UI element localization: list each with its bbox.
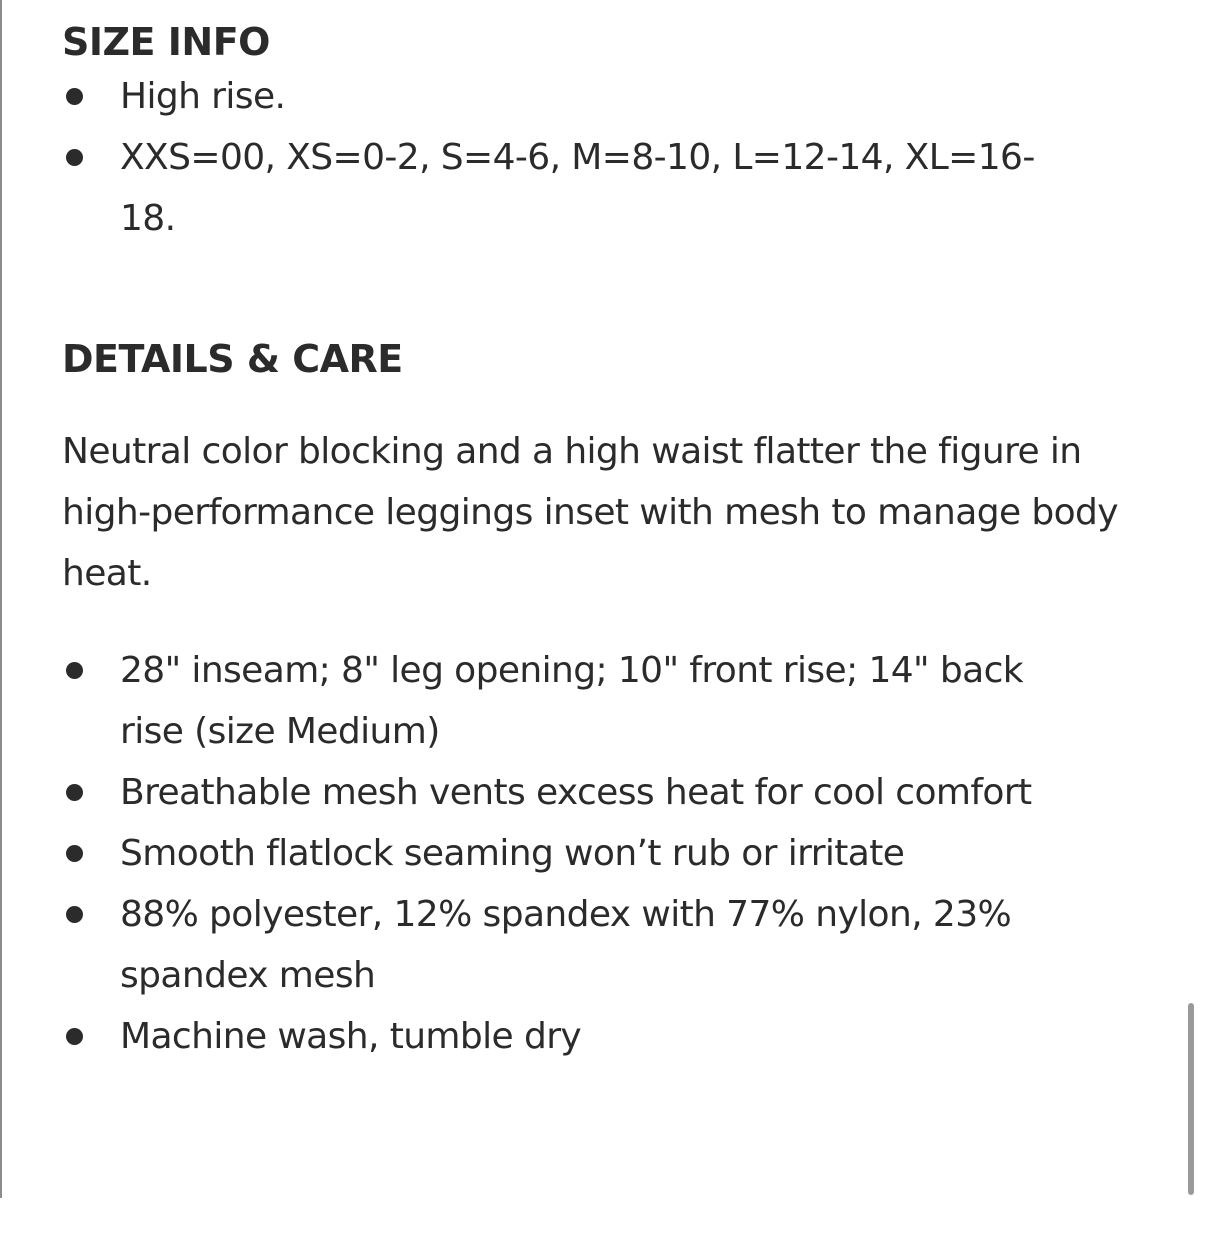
list-item-text: XXS=00, XS=0-2, S=4-6, M=8-10, L=12-14, XL=16-18. — [120, 137, 1035, 239]
bullet-icon — [66, 88, 83, 105]
list-item-text: Machine wash, tumble dry — [120, 1016, 582, 1057]
list-item — [62, 66, 1072, 127]
list-item — [62, 823, 1072, 884]
list-item — [62, 762, 1072, 823]
list-item — [62, 127, 1072, 249]
list-item-text: Smooth flatlock seaming won’t rub or irritate — [120, 833, 905, 874]
list-item — [62, 884, 1072, 1006]
list-item-text: 28" inseam; 8" leg opening; 10" front rise; 14" back rise (size Medium) — [120, 650, 1024, 752]
bullet-icon — [66, 906, 83, 923]
list-item-text: High rise. — [120, 76, 286, 117]
details-care-heading: DETAILS & CARE — [62, 337, 403, 381]
vertical-scrollbar[interactable] — [1188, 1003, 1194, 1195]
bullet-icon — [66, 784, 83, 801]
list-item-text: Breathable mesh vents excess heat for cool comfort — [120, 772, 1032, 813]
size-info-heading: SIZE INFO — [62, 20, 270, 64]
list-item — [62, 1006, 1072, 1067]
product-description: Neutral color blocking and a high waist flatter the figure in high-performance leggings inset with mesh to manage body heat. — [62, 431, 1118, 594]
details-care-list — [62, 640, 1072, 1067]
bullet-icon — [66, 662, 83, 679]
bullet-icon — [66, 845, 83, 862]
list-item — [62, 640, 1072, 762]
list-item-text: 88% polyester, 12% spandex with 77% nylon, 23% spandex mesh — [120, 894, 1012, 996]
bullet-icon — [66, 1028, 83, 1045]
product-info-content — [62, 18, 1162, 1067]
size-info-list — [62, 66, 1072, 249]
bullet-icon — [66, 149, 83, 166]
